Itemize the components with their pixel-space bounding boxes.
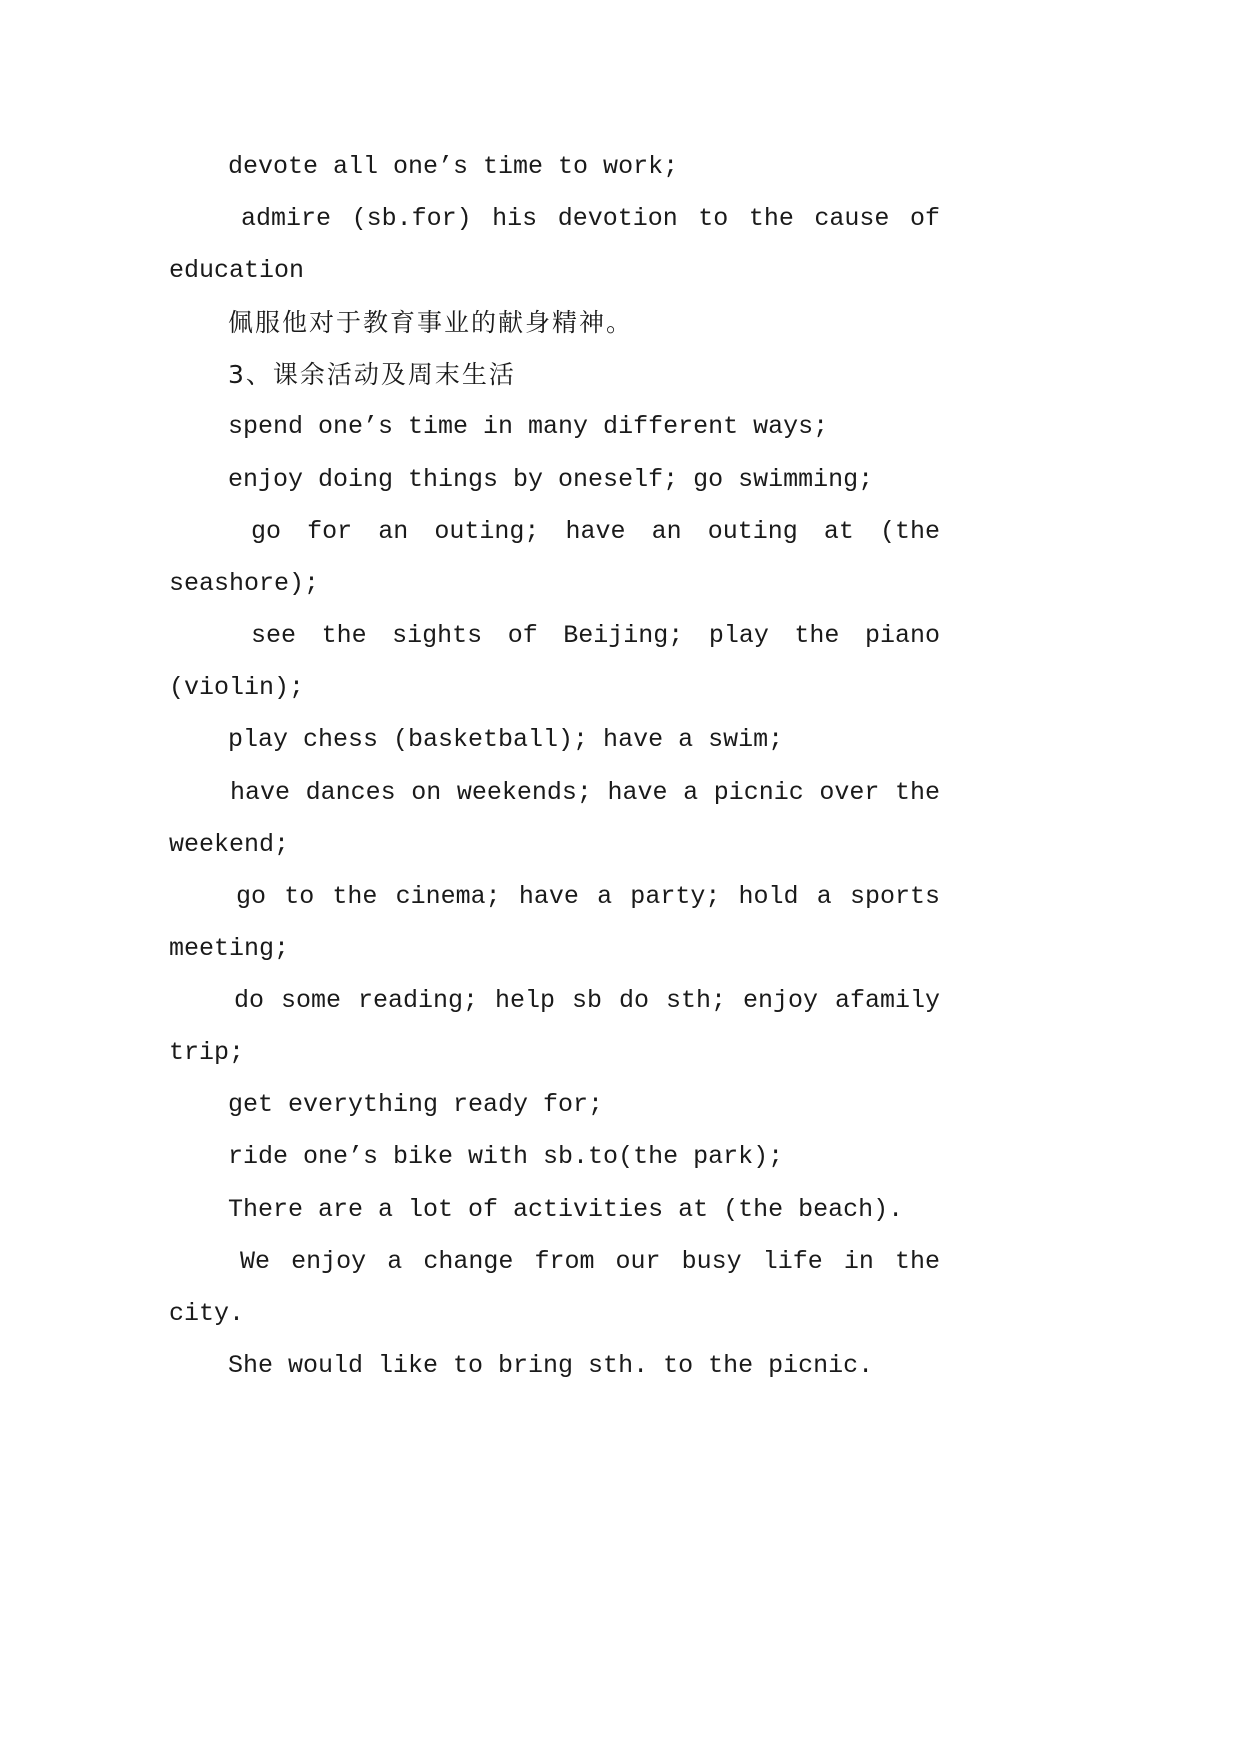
text-line: admire (sb.for) his devotion to the cause of: [241, 204, 940, 233]
text-line: seashore);: [169, 569, 320, 598]
text-line: (violin);: [169, 673, 305, 702]
text-line: enjoy doing things by oneself; go swimming;: [228, 465, 874, 494]
text-line: ride one’s bike with sb.to(the park);: [228, 1142, 784, 1171]
text-line: have dances on weekends; have a picnic over the: [230, 778, 940, 807]
text-line: play chess (basketball); have a swim;: [228, 725, 784, 754]
text-line: see the sights of Beijing; play the piano: [251, 621, 940, 650]
text-line: meeting;: [169, 934, 290, 963]
text-line: We enjoy a change from our busy life in the: [240, 1247, 940, 1276]
text-line: city.: [169, 1299, 245, 1328]
text-line: go for an outing; have an outing at (the: [251, 517, 940, 546]
text-line: She would like to bring sth. to the picnic.: [228, 1351, 874, 1380]
text-line: trip;: [169, 1038, 245, 1067]
section-heading: 3、课余活动及周末生活: [228, 360, 516, 389]
text-line: education: [169, 256, 305, 285]
text-line: get everything ready for;: [228, 1090, 604, 1119]
text-line: devote all one’s time to work;: [228, 152, 679, 181]
text-line: There are a lot of activities at (the beach).: [228, 1195, 904, 1224]
text-line: spend one’s time in many different ways;: [228, 412, 829, 441]
text-line: 佩服他对于教育事业的献身精神。: [228, 308, 634, 337]
text-line: weekend;: [169, 830, 290, 859]
text-line: do some reading; help sb do sth; enjoy afamily: [234, 986, 940, 1015]
text-line: go to the cinema; have a party; hold a sports: [236, 882, 940, 911]
